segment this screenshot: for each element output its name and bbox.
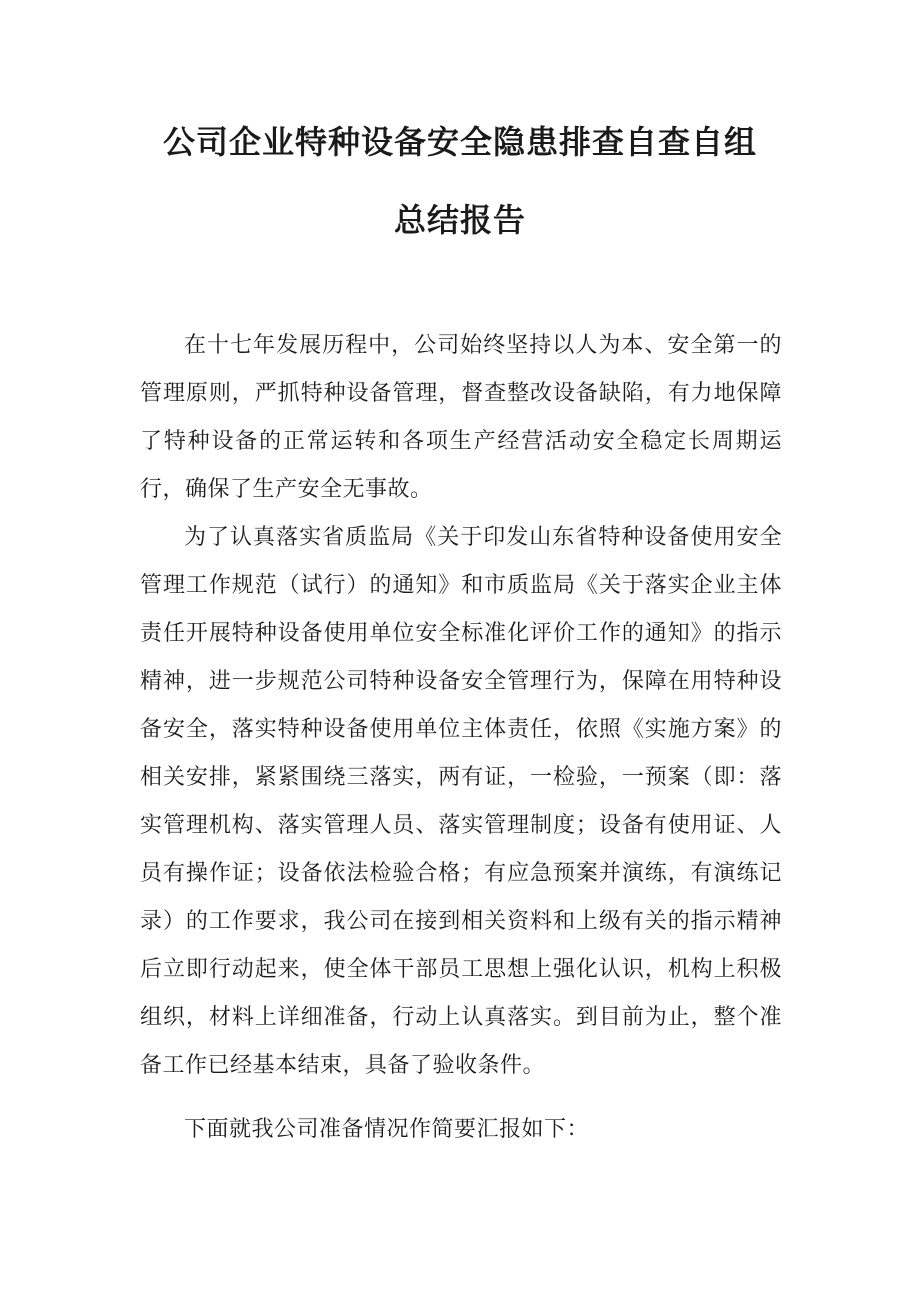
- document-title-line-1: 公司企业特种设备安全隐患排查自查自组: [162, 123, 757, 161]
- paragraph-3: 下面就我公司准备情况作简要汇报如下：: [184, 1117, 590, 1142]
- document-title-line-2: 总结报告: [393, 201, 526, 239]
- paragraph-1: 在十七年发展历程中，公司始终坚持以人为本、安全第一的管理原则，严抓特种设备管理，督查整改设备缺陷，有力地保障了特种设备的正常运转和各项生产经营活动安全稳定长周期运行，确保了生产安全无事故。: [140, 333, 782, 502]
- paragraph-2: 为了认真落实省质监局《关于印发山东省特种设备使用安全管理工作规范（试行）的通知》和市质监局《关于落实企业主体责任开展特种设备使用单位安全标准化评价工作的通知》的指示精神，进一步规范公司特种设备安全管理行为，保障在用特种设备安全，落实特种设备使用单位主体责任，依照《实施方案》的相关安排，紧紧围绕三落实，两有证，一检验，一预案（即：落实管理机构、落实管理人员、落实管理制度；设备有使用证、人员有操作证；设备依法检验合格；有应急预案并演练，有演练记录）的工作要求，我公司在接到相关资料和上级有关的指示精神后立即行动起来，使全体干部员工思想上强化认识，机构上积极组织，材料上详细准备，行动上认真落实。到目前为止，整个准备工作已经基本结束，具备了验收条件。: [140, 525, 782, 1078]
